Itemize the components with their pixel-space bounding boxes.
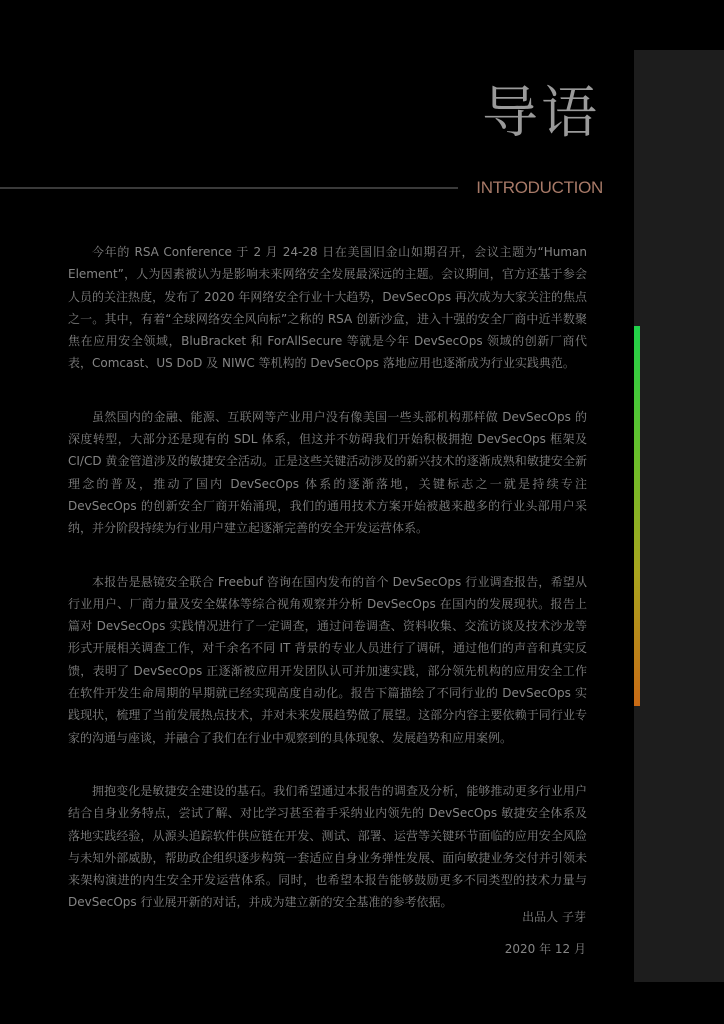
side-panel [634, 50, 724, 982]
paragraph-1: 今年的 RSA Conference 于 2 月 24-28 日在美国旧金山如期召开，会议主题为“Human Element”，人为因素被认为是影响未来网络安全发展最深远的主题。会议期间，官方还基于参会人员的关注热度，发布了 2020 年网络安全行业十大趋势，DevSecOps 再次成为大家关注的焦点之一。其中，有着“全球网络安全风向标”之称的 RSA 创新沙盒，进入十强的安全厂商中近半数聚焦在应用安全领域，BluBracket 和 ForAllSecure 等就是今年 DevSecOps 领域的创新厂商代表，Comcast、US DoD 及 NIWC 等机构的 DevSecOps 落地应用也逐渐成为行业实践典范。 [68, 245, 587, 371]
paragraph-4: 拥抱变化是敏捷安全建设的基石。我们希望通过本报告的调查及分析，能够推动更多行业用户结合自身业务特点，尝试了解、对比学习甚至着手采纳业内领先的 DevSecOps 敏捷安全体系及落地实践经验，从源头追踪软件供应链在开发、测试、部署、运营等关键环节面临的应用安全风险与未知外部威胁，帮助政企组织逐步构筑一套适应自身业务弹性发展、面向敏捷业务交付并引领未来架构演进的内生安全开发运营体系。同时，也希望本报告能够鼓励更多不同类型的技术力量与 DevSecOps 行业展开新的对话，并成为建立新的安全基准的参考依据。 [68, 783, 587, 910]
signoff-date: 2020 年 12 月 [504, 942, 586, 956]
signoff-author: 出品人 子芽 [522, 910, 586, 924]
paragraph-2: 虽然国内的金融、能源、互联网等产业用户没有像美国一些头部机构那样做 DevSecOps 的深度转型，大部分还是现有的 SDL 体系，但这并不妨碍我们开始积极拥抱 DevSecOps 框架及 CI/CD 黄金管道涉及的敏捷安全活动。正是这些关键活动涉及的新兴技术的逐渐成熟和敏捷安全新理念的普及，推动了国内 DevSecOps 体系的逐渐落地，关键标志之一就是持续专注 DevSecOps 的创新安全厂商开始涌现，我们的通用技术方案开始被越来越多的行业头部用户采纳，并分阶段持续为行业用户建立起逐渐完善的安全开发运营体系。 [68, 409, 587, 536]
signoff [505, 901, 586, 965]
page-subtitle: INTRODUCTION [476, 178, 603, 197]
accent-gradient-bar [634, 326, 640, 706]
paragraph-3: 本报告是悬镜安全联合 Freebuf 咨询在国内发布的首个 DevSecOps 行业调查报告，希望从行业用户、厂商力量及安全媒体等综合视角观察并分析 DevSecOps 在国内的发展现状。报告上篇对 DevSecOps 实践情况进行了一定调查，通过问卷调查、资料收集、交流访谈及技术沙龙等形式开展相关调查工作，对千余名不同 IT 背景的专业人员进行了调研，通过他们的声音和真实反馈，表明了 DevSecOps 正逐渐被应用开发团队认可并加速实践，部分领先机构的应用安全工作在软件开发生命周期的早期就已经实现高度自动化。报告下篇描绘了不同行业的 DevSecOps 实践现状，梳理了当前发展热点技术，并对未来发展趋势做了展望。这部分内容主要依赖于同行业专家的沟通与座谈，并融合了我们在行业中观察到的具体现象、发展趋势和应用案例。 [68, 574, 587, 745]
introduction-body [68, 241, 587, 945]
title-divider [0, 187, 458, 189]
page-title: 导语 [482, 81, 600, 146]
